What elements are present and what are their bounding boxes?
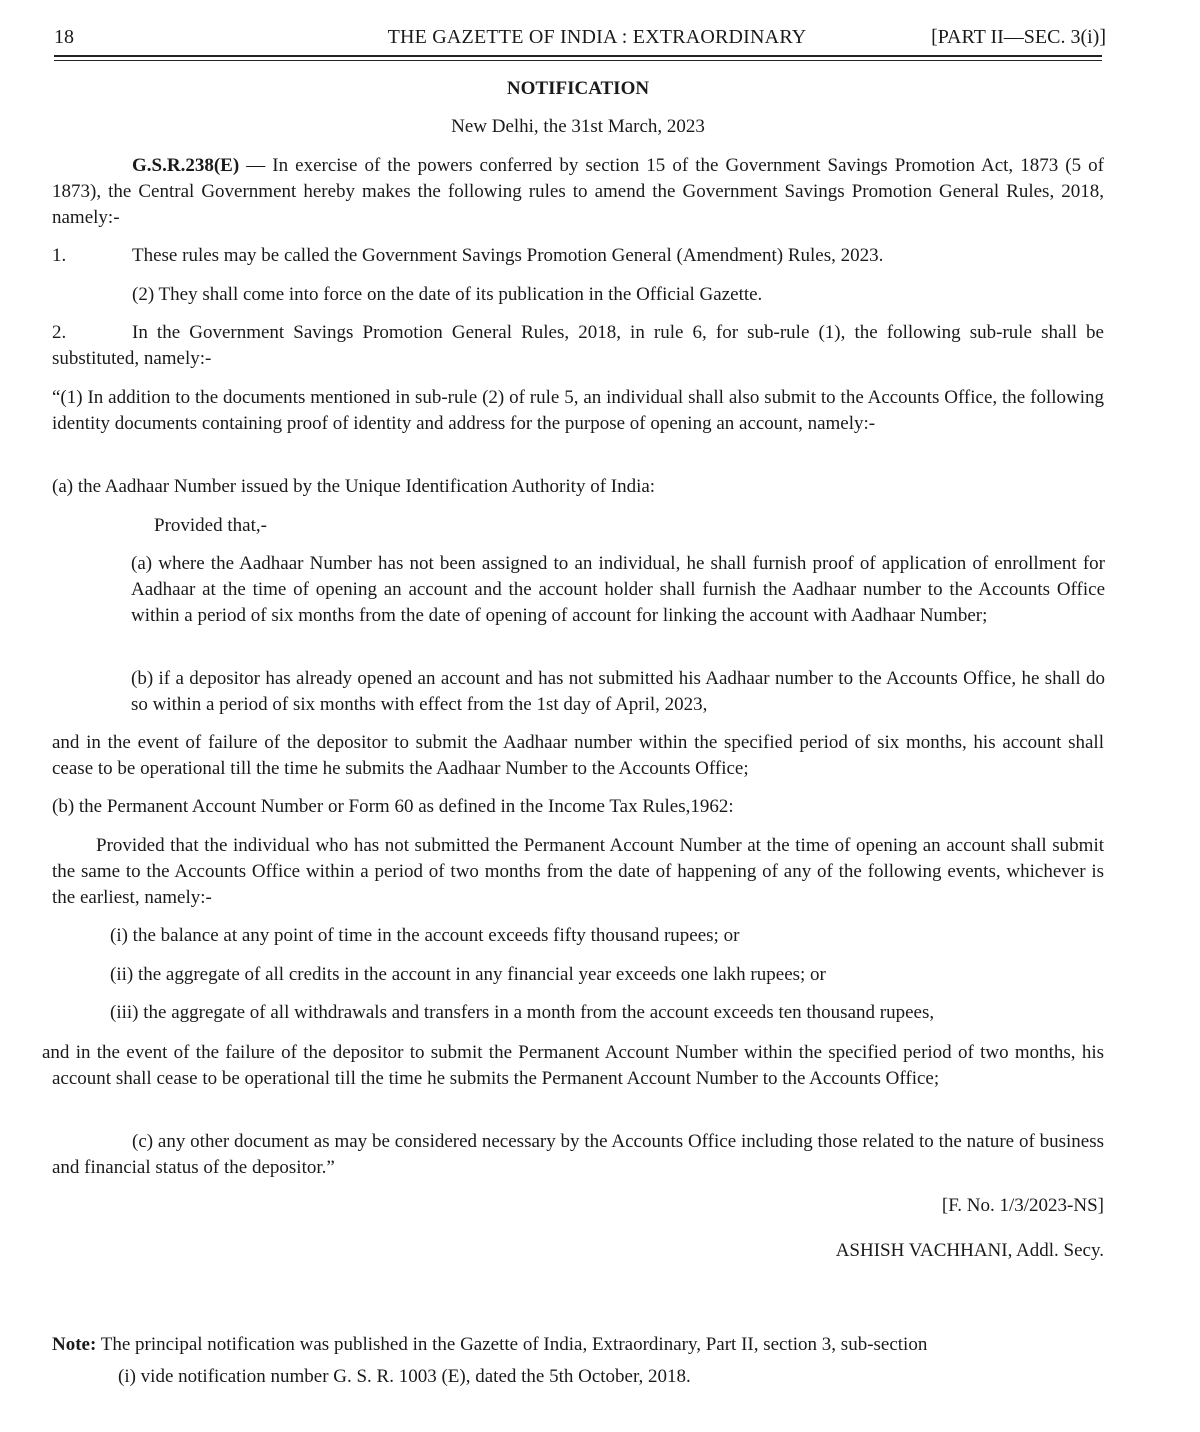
dateline: New Delhi, the 31st March, 2023	[451, 116, 705, 137]
event-i: (i) the balance at any point of time in the account exceeds fifty thousand rupees; or	[110, 925, 740, 946]
gazette-title: THE GAZETTE OF INDIA : EXTRAORDINARY	[387, 26, 807, 48]
note-label: Note:	[52, 1334, 97, 1355]
signatory: ASHISH VACHHANI, Addl. Secy.	[835, 1240, 1104, 1261]
file-number: [F. No. 1/3/2023-NS]	[941, 1195, 1104, 1216]
rule-1-sub-2: (2) They shall come into force on the date of its publication in the Official Gazette.	[132, 284, 763, 305]
part-section: [PART II—SEC. 3(i)]	[931, 26, 1106, 48]
pan-failure-clause: and in the event of the failure of the depositor to submit the Permanent Account Number within the specified period of two months, his account shall cease to be operational till the time he submits the Permanent Account Number to the Accounts Office;	[42, 1042, 1104, 1089]
page-number: 18	[54, 26, 74, 48]
item-a-aadhaar: (a) the Aadhaar Number issued by the Unique Identification Authority of India:	[52, 476, 656, 497]
aadhaar-failure-clause: and in the event of failure of the depositor to submit the Aadhaar number within the specified period of six months, his account shall cease to be operational till the time he submits the Aadhaar Number to the Accounts Office;	[52, 732, 1104, 779]
notification-heading: NOTIFICATION	[506, 78, 650, 99]
provided-that: Provided that,-	[154, 515, 267, 536]
gsr-reference: G.S.R.238(E)	[132, 155, 240, 176]
event-iii: (iii) the aggregate of all withdrawals and transfers in a month from the account exceeds ten thousand rupees,	[110, 1002, 935, 1023]
proviso-b: (b) if a depositor has already opened an account and has not submitted his Aadhaar number to the Accounts Office, he shall do so within a period of six months with effect from the 1st day of April, 2023,	[131, 668, 1105, 715]
proviso-a: (a) where the Aadhaar Number has not been assigned to an individual, he shall furnish proof of application of enrollment for Aadhaar at the time of opening an account and the account holder shall furnish the Aadhaar number to the Accounts Office within a period of six months from the date of opening of account for linking the account with Aadhaar Number;	[131, 553, 1105, 626]
preamble	[52, 153, 1104, 231]
header-rule-thin	[54, 60, 1102, 61]
rule-2-number: 2.	[52, 322, 67, 343]
note-text-continued: (i) vide notification number G. S. R. 1003 (E), dated the 5th October, 2018.	[118, 1366, 691, 1387]
pan-proviso: Provided that the individual who has not submitted the Permanent Account Number at the time of opening an account shall submit the same to the Accounts Office within a period of two months from the date of happening of any of the following events, whichever is the earliest, namely:-	[52, 835, 1104, 908]
note	[52, 1332, 1104, 1390]
item-b-pan: (b) the Permanent Account Number or Form 60 as defined in the Income Tax Rules,1962:	[52, 796, 734, 817]
rule-1-number: 1.	[52, 245, 67, 266]
note-text: The principal notification was published in the Gazette of India, Extraordinary, Part II, section 3, sub-section	[100, 1334, 928, 1355]
page-header	[54, 24, 1104, 52]
sub-rule-1: “(1) In addition to the documents mentioned in sub-rule (2) of rule 5, an individual shall also submit to the Accounts Office, the following identity documents containing proof of identity and address for the purpose of opening an account, namely:-	[52, 387, 1104, 434]
rule-1	[52, 243, 1104, 269]
rule-1-text: These rules may be called the Government Savings Promotion General (Amendment) Rules, 2023.	[132, 245, 884, 266]
item-c-other: (c) any other document as may be considered necessary by the Accounts Office including those related to the nature of business and financial status of the depositor.”	[52, 1131, 1104, 1178]
rule-2-text: In the Government Savings Promotion General Rules, 2018, in rule 6, for sub-rule (1), the following sub-rule shall be substituted, namely:-	[52, 322, 1104, 369]
header-rule-thick	[54, 55, 1102, 57]
rule-2	[52, 320, 1104, 372]
event-ii: (ii) the aggregate of all credits in the account in any financial year exceeds one lakh rupees; or	[110, 964, 826, 985]
preamble-text: — In exercise of the powers conferred by section 15 of the Government Savings Promotion Act, 1873 (5 of 1873), the Central Government hereby makes the following rules to amend the Government Savings Promotion General Rules, 2018, namely:-	[52, 155, 1104, 228]
